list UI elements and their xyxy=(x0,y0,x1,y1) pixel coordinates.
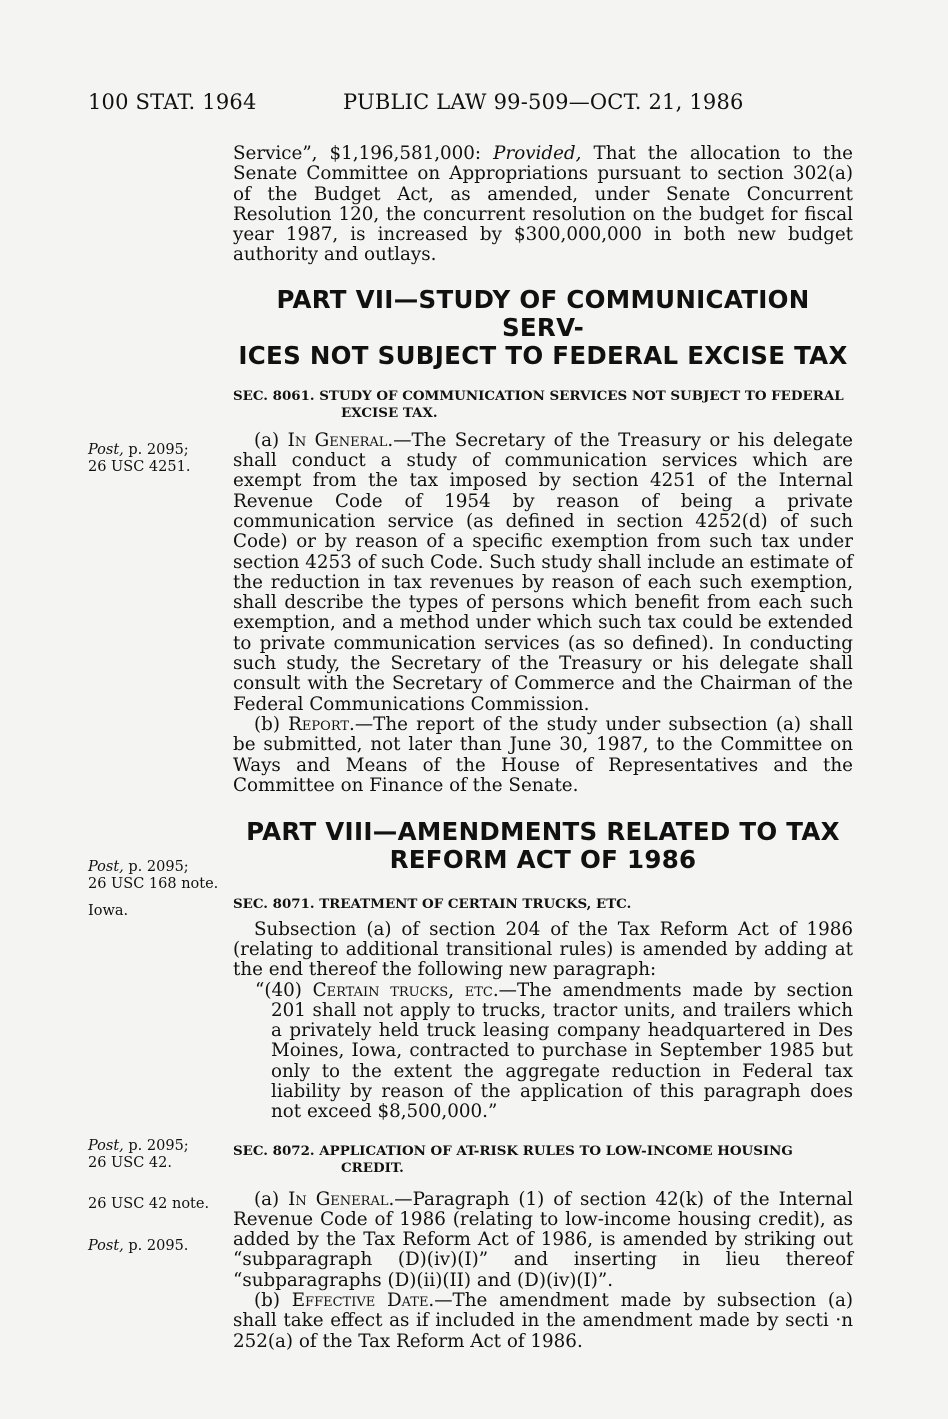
sec-8061-heading xyxy=(233,388,853,423)
margin-note-post: Post, xyxy=(88,1138,124,1154)
margin-note-page: p. 2095. xyxy=(123,1238,189,1254)
margin-note-4251 xyxy=(88,442,190,475)
subsection-text: —The Secretary of the Treasury or his delegate shall conduct a study of communication services which are exempt from the tax imposed by section 4251 of the Internal Revenue Code of 1954 by reason of being a private communication service (as defined in section 4252(d) of such Code) or by reason of a specific exemption from such tax under section 4253 of such Code. Such study shall include an estimate of the reduction in tax revenues by reason of each such exemption, shall describe the types of persons which benefit from each such exemption, and a method under which such tax could be extended to private communication services (as so defined). In conducting such study, the Secretary of the Treasury or his delegate shall consult with the Secretary of Commerce and the Chairman of the Federal Communications Commission. xyxy=(233,429,853,715)
part-viii-heading xyxy=(233,818,853,874)
body-column xyxy=(233,144,853,1352)
subsection-text: —Paragraph (1) of section 42(k) of the Internal Revenue Code of 1986 (relating to low-income housing credit), as added by the Tax Reform Act of 1986, is amended by striking out “subparagraph (D)(iv)(I)” and inserting in lieu thereof “subparagraphs (D)(ii)(II) and (D)(iv)(I)”. xyxy=(233,1188,853,1291)
subsection-heading: In General. xyxy=(287,429,394,451)
proviso-word: Provided, xyxy=(493,143,582,164)
sec-8061-b xyxy=(233,715,853,796)
heading-line: ICES NOT SUBJECT TO FEDERAL EXCISE TAX xyxy=(238,340,848,370)
sec-8072-b xyxy=(233,1291,853,1352)
section-title: APPLICATION OF AT-RISK RULES TO LOW-INCOME HOUSING CREDIT. xyxy=(319,1142,793,1177)
sec-8071-quoted-paragraph xyxy=(233,981,853,1123)
margin-note-post: Post, xyxy=(88,442,124,458)
margin-note-text: 26 USC 42 note. xyxy=(88,1196,210,1212)
sec-8072-a xyxy=(233,1190,853,1291)
paragraph-label: “(40) xyxy=(255,979,313,1001)
subsection-heading: In General. xyxy=(288,1188,395,1210)
margin-note-post: Post, xyxy=(88,1238,124,1254)
part-vii-heading xyxy=(233,286,853,370)
continuation-text: That the allocation to the Senate Committee on Appropriations pursuant to section 302(a) of the Budget Act, as amended, under Senate Concurrent Resolution 120, the concurrent resolution on the budget for fiscal year 1987, is increased by $300,000,000 in both new budget authority and outlays. xyxy=(233,143,853,266)
margin-note-page: p. 2095; xyxy=(123,1138,189,1154)
subsection-label: (b) xyxy=(254,713,289,735)
public-law-date: PUBLIC LAW 99-509—OCT. 21, 1986 xyxy=(343,90,744,114)
heading-line: PART VIII—AMENDMENTS RELATED TO TAX xyxy=(246,817,840,847)
margin-note-page: p. 2095; xyxy=(123,859,189,875)
margin-note-168 xyxy=(88,859,218,892)
subsection-text: —The report of the study under subsection (a) shall be submitted, not later than June 30, 1987, to the Committee on Ways and Means of the House of Representatives and the Committee on Finance of the Senate. xyxy=(233,713,853,796)
subsection-text: —The amendment made by subsection (a) shall take effect as if included in the amendment made by secti ·n 252(a) of the Tax Reform Act of 1986. xyxy=(233,1290,853,1352)
statute-page-number: 100 STAT. 1964 xyxy=(88,90,257,114)
continuation-paragraph xyxy=(233,144,853,266)
subsection-label: (b) xyxy=(254,1290,292,1312)
heading-line: PART VII—STUDY OF COMMUNICATION SERV- xyxy=(276,284,810,342)
sec-8072-heading xyxy=(233,1143,853,1178)
margin-note-2095 xyxy=(88,1238,188,1255)
margin-note-text: Iowa. xyxy=(88,903,129,919)
sec-8061-a xyxy=(233,431,853,715)
margin-note-usc: 26 USC 4251. xyxy=(88,458,191,475)
continuation-lead: Service”, $1,196,581,000: xyxy=(233,143,494,164)
subsection-heading: Effective Date. xyxy=(291,1290,435,1312)
margin-note-usc: 26 USC 168 note. xyxy=(88,875,219,892)
margin-note-usc: 26 USC 42. xyxy=(88,1154,172,1171)
margin-note-iowa xyxy=(88,903,128,920)
margin-note-42-note xyxy=(88,1196,209,1213)
subsection-heading: Report. xyxy=(288,713,355,735)
sec-8071-text: Subsection (a) of section 204 of the Tax Reform Act of 1986 (relating to additional transitional rules) is amended by adding at the end thereof the following new paragraph: xyxy=(233,918,853,981)
heading-line: REFORM ACT OF 1986 xyxy=(389,845,697,875)
subsection-label: (a) xyxy=(254,429,288,451)
margin-note-page: p. 2095; xyxy=(123,442,189,458)
paragraph-heading: Certain trucks, etc. xyxy=(312,979,499,1001)
section-title: STUDY OF COMMUNICATION SERVICES NOT SUBJECT TO FEDERAL EXCISE TAX. xyxy=(319,387,844,422)
subsection-label: (a) xyxy=(254,1188,289,1210)
margin-note-post: Post, xyxy=(88,859,124,875)
section-number: SEC. 8072. xyxy=(233,1142,315,1159)
paragraph-text: —The amendments made by section 201 shall not apply to trucks, tractor units, and trailers which a privately held truck leasing company headquartered in Des Moines, Iowa, contracted to purchase in September 1985 but only to the extent the aggregate reduction in Federal tax liability by reason of the application of this paragraph does not exceed $8,500,000.” xyxy=(271,979,854,1123)
margin-note-42 xyxy=(88,1138,189,1171)
sec-8071-heading: SEC. 8071. TREATMENT OF CERTAIN TRUCKS, ETC. xyxy=(233,896,632,913)
section-number: SEC. 8061. xyxy=(233,387,315,404)
